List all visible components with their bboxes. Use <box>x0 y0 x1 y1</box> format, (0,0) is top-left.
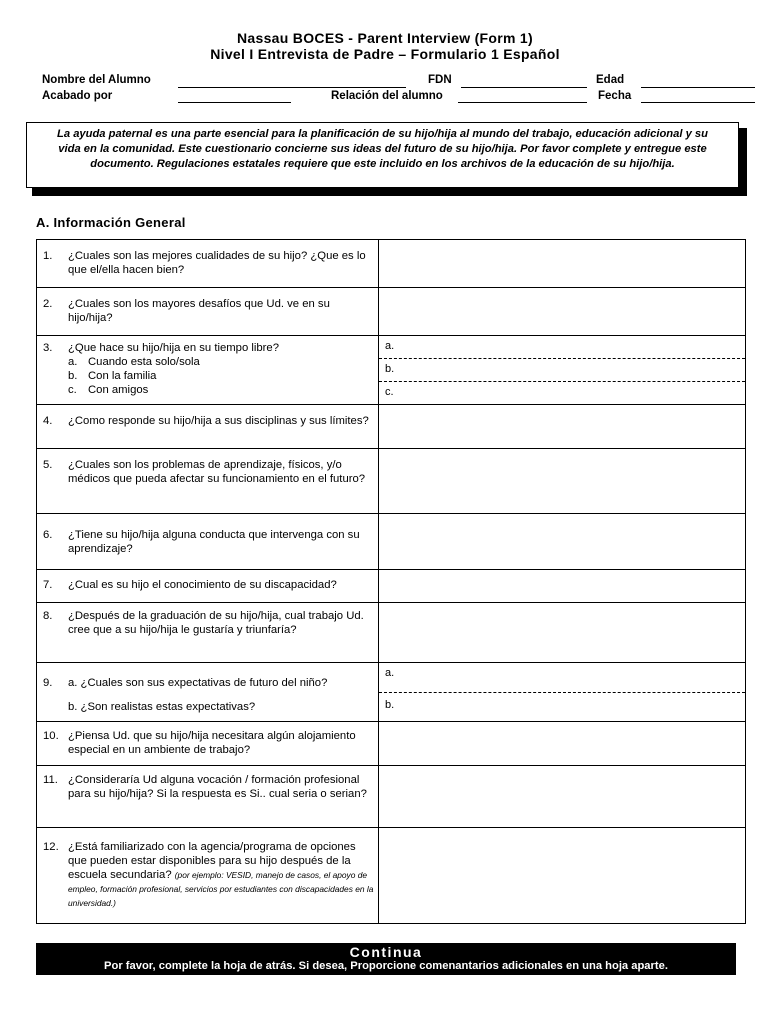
question-text: ¿Consideraría Ud alguna vocación / formación profesional para su hijo/hija? Si la respuesta es Si.. cual seria o serian? <box>68 774 367 800</box>
question-cell: 2. ¿Cuales son los mayores desafíos que Ud. ve en su hijo/hija? <box>37 288 379 336</box>
notice-text: La ayuda paternal es una parte esencial para la planificación de su hijo/hija al mundo del trabajo, educación adicional y su vida en la comunidad. Este cuestionario concierne sus ideas del futuro de su hijo/hija. Por favor complete y entregue este documento. Regulaciones estatales requiere que este incluido en los archivos de la educación de su hijo/hija. <box>57 128 708 170</box>
form-title: Nassau BOCES - Parent Interview (Form 1) <box>237 30 533 46</box>
sub-option: Con la familia <box>88 370 157 382</box>
answer-field[interactable] <box>379 240 746 288</box>
question-text: ¿Está familiarizado con la agencia/programa de opciones que pueden estar disponibles para su hijo después de la escuela secundaria? <box>68 841 356 881</box>
answer-field-b[interactable]: b. <box>379 693 746 722</box>
question-text: ¿Cuales son los problemas de aprendizaje, físicos, y/o médicos que pueda afectar su funcionamiento en el futuro? <box>68 459 366 485</box>
date-field[interactable] <box>641 102 755 103</box>
answer-field[interactable] <box>379 405 746 449</box>
question-cell: 11. ¿Consideraría Ud alguna vocación / formación profesional para su hijo/hija? Si la respuesta es Si.. cual seria o serian? <box>37 766 379 828</box>
completed-by-field[interactable] <box>178 102 291 103</box>
question-row <box>37 240 746 288</box>
answer-field[interactable] <box>379 288 746 336</box>
question-row <box>37 336 746 405</box>
question-cell: 6. ¿Tiene su hijo/hija alguna conducta que intervenga con su aprendizaje? <box>37 514 379 570</box>
continue-label: Continua <box>349 944 423 960</box>
student-name-field[interactable] <box>178 87 406 88</box>
questions-table <box>36 239 746 924</box>
question-cell <box>37 693 379 722</box>
answer-field[interactable] <box>379 514 746 570</box>
relationship-field[interactable] <box>458 102 587 103</box>
section-title: A. Información General <box>36 215 186 230</box>
answer-field[interactable] <box>379 603 746 663</box>
question-text: ¿Tiene su hijo/hija alguna conducta que intervenga con su aprendizaje? <box>68 529 360 555</box>
fdn-label: FDN <box>428 74 452 86</box>
question-row <box>37 828 746 924</box>
question-row <box>37 449 746 514</box>
question-text: ¿Como responde su hijo/hija a sus disciplinas y sus límites? <box>68 415 369 427</box>
question-cell: 10. ¿Piensa Ud. que su hijo/hija necesitara algún alojamiento especial en un ambiente de trabajo? <box>37 722 379 766</box>
age-field[interactable] <box>641 87 755 88</box>
question-row <box>37 722 746 766</box>
footer-instructions: Por favor, complete la hoja de atrás. Si desea, Proporcione comenantarios adicionales en una hoja aparte. <box>104 960 668 972</box>
question-text-9b: b. ¿Son realistas estas expectativas? <box>68 700 256 713</box>
question-row <box>37 288 746 336</box>
age-label: Edad <box>596 74 625 86</box>
question-note: (por ejemplo: VESID, manejo de casos, el apoyo de empleo, formación profesional, servicios por estudiantes con discapacidades en la universidad.) <box>68 870 374 908</box>
question-row <box>37 570 746 603</box>
answer-field[interactable] <box>379 449 746 514</box>
question-row <box>37 603 746 663</box>
question-text: ¿Después de la graduación de su hijo/hija, cual trabajo Ud. cree que a su hijo/hija le gustaría y triunfaría? <box>68 610 364 636</box>
sub-option: Con amigos <box>88 384 149 396</box>
completed-by-label: Acabado por <box>42 90 113 102</box>
student-name-label: Nombre del Alumno <box>42 74 151 86</box>
footer-banner <box>36 943 736 975</box>
answer-field-b[interactable]: b. <box>379 359 745 382</box>
notice-box <box>26 122 739 188</box>
question-text: ¿Piensa Ud. que su hijo/hija necesitara algún alojamiento especial en un ambiente de trabajo? <box>68 730 356 756</box>
date-label: Fecha <box>598 90 632 102</box>
question-text: ¿Que hace su hijo/hija en su tiempo libre? <box>68 342 279 354</box>
relationship-label: Relación del alumno <box>331 90 443 102</box>
question-text: ¿Cuales son las mejores cualidades de su hijo? ¿Que es lo que el/ella hacen bien? <box>68 250 366 276</box>
question-cell: 8. ¿Después de la graduación de su hijo/hija, cual trabajo Ud. cree que a su hijo/hija le gustaría y triunfaría? <box>37 603 379 663</box>
answer-field-a[interactable]: a. <box>379 336 745 359</box>
question-cell: 3. ¿Que hace su hijo/hija en su tiempo libre? a. Cuando esta solo/sola b. Con la familia c. Con amigos <box>37 336 379 405</box>
question-text: ¿Cual es su hijo el conocimiento de su discapacidad? <box>68 579 337 591</box>
form-subtitle: Nivel I Entrevista de Padre – Formulario 1 Español <box>210 46 560 62</box>
question-cell: 5. ¿Cuales son los problemas de aprendizaje, físicos, y/o médicos que pueda afectar su funcionamiento en el futuro? <box>37 449 379 514</box>
question-text-9a: a. ¿Cuales son sus expectativas de futuro del niño? <box>68 677 328 689</box>
question-row <box>37 514 746 570</box>
sub-option: Cuando esta solo/sola <box>88 356 200 368</box>
answer-field[interactable] <box>379 570 746 603</box>
question-cell: 4. ¿Como responde su hijo/hija a sus disciplinas y sus límites? <box>37 405 379 449</box>
fdn-field[interactable] <box>461 87 587 88</box>
question-cell: 9. a. ¿Cuales son sus expectativas de futuro del niño? <box>37 663 379 693</box>
answer-field[interactable] <box>379 766 746 828</box>
question-text: ¿Cuales son los mayores desafíos que Ud. ve en su hijo/hija? <box>68 298 330 324</box>
question-cell: 12. ¿Está familiarizado con la agencia/programa de opciones que pueden estar disponibles para su hijo después de la escuela secundaria? (por ejemplo: VESID, manejo de casos, el apoyo de empleo, formación profesional, servicios por estudiantes con discapacidades en la universidad.) <box>37 828 379 924</box>
answer-field[interactable] <box>379 722 746 766</box>
question-cell: 1. ¿Cuales son las mejores cualidades de su hijo? ¿Que es lo que el/ella hacen bien? <box>37 240 379 288</box>
question-row <box>37 693 746 722</box>
question-cell: 7. ¿Cual es su hijo el conocimiento de su discapacidad? <box>37 570 379 603</box>
answer-field-c[interactable]: c. <box>385 386 394 398</box>
question-row <box>37 663 746 693</box>
answer-group <box>379 336 746 405</box>
question-row <box>37 405 746 449</box>
answer-field-a[interactable]: a. <box>379 663 746 693</box>
question-row <box>37 766 746 828</box>
answer-field[interactable] <box>379 828 746 924</box>
